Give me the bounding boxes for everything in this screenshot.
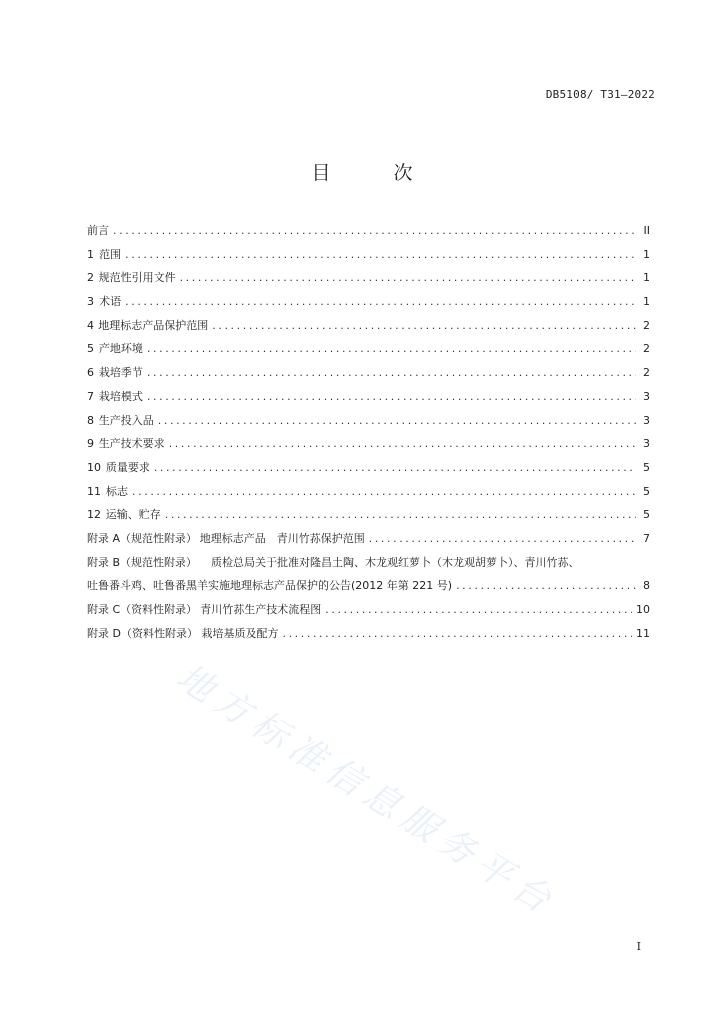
toc-entry-number: 12 [87, 508, 101, 522]
toc-entry-page: 3 [643, 389, 650, 403]
page-number: I [636, 940, 641, 953]
toc-entry-9[interactable] [87, 432, 650, 456]
table-of-contents [87, 219, 650, 645]
toc-entry-page: 5 [643, 484, 650, 498]
toc-entry-number: 3 [87, 295, 94, 309]
toc-entry-page: 3 [643, 437, 650, 451]
toc-appendix-a[interactable] [87, 527, 650, 551]
toc-leader-dots [158, 409, 636, 433]
toc-entry-label: 栽培季节 [98, 366, 143, 380]
toc-entry-label: 产地环境 [98, 342, 143, 356]
toc-entry-label: 前言 [87, 224, 109, 237]
toc-entry-2[interactable] [87, 266, 650, 290]
toc-leader-dots [282, 622, 632, 646]
appendix-prefix: 附录 C（资料性附录） [87, 603, 198, 617]
toc-entry-page: 3 [643, 413, 650, 427]
appendix-title: 青川竹荪生产技术流程图 [200, 603, 322, 617]
toc-entry-number: 4 [87, 318, 94, 332]
toc-entry-label: 范围 [99, 247, 122, 261]
toc-entry-8[interactable] [87, 409, 650, 433]
toc-entry-6[interactable] [87, 361, 650, 385]
toc-entry-page: 11 [636, 626, 650, 640]
toc-entry-label: 术语 [99, 295, 122, 309]
toc-entry-number: 5 [87, 342, 94, 356]
toc-leader-dots [147, 361, 636, 385]
toc-entry-number: 6 [87, 366, 94, 380]
toc-leader-dots [325, 598, 632, 622]
toc-entry-5[interactable] [87, 337, 650, 361]
toc-entry-label: 标志 [106, 484, 129, 498]
toc-entry-page: 7 [643, 531, 650, 545]
toc-entry-page: 8 [643, 579, 650, 593]
appendix-prefix: 附录 A（规范性附录） [87, 531, 198, 545]
toc-entry-page: 2 [643, 366, 650, 380]
toc-entry-1[interactable] [87, 243, 650, 267]
page-title: 目 次 [311, 162, 435, 184]
toc-entry-number: 2 [87, 271, 94, 285]
toc-leader-dots [456, 574, 636, 598]
watermark: 地方标准信息服务平台 [169, 656, 564, 925]
toc-leader-dots [125, 243, 636, 267]
appendix-title: 栽培基质及配方 [201, 626, 279, 640]
toc-entry-number: 8 [87, 413, 94, 427]
toc-entry-page: 5 [643, 508, 650, 522]
appendix-title: 质检总局关于批准对隆昌土陶、木龙观红萝卜（木龙观胡萝卜）、青川竹荪、 [211, 555, 580, 569]
appendix-title-continued: 吐鲁番斗鸡、吐鲁番黑羊实施地理标志产品保护的公告(2012 年第 221 号) [87, 579, 453, 593]
toc-entry-label: 地理标志产品保护范围 [98, 318, 209, 332]
toc-entry-10[interactable] [87, 456, 650, 480]
toc-entry-number: 11 [87, 484, 101, 498]
appendix-prefix: 附录 D（资料性附录） [87, 626, 198, 640]
toc-entry-label: 规范性引用文件 [98, 271, 176, 285]
toc-leader-dots [132, 480, 636, 504]
toc-entry-page: 2 [643, 318, 650, 332]
toc-entry-label: 生产投入品 [98, 413, 154, 427]
toc-entry-page: 10 [636, 603, 650, 617]
toc-leader-dots [169, 432, 636, 456]
appendix-title-line1 [87, 551, 650, 575]
toc-entry-number: 7 [87, 389, 94, 403]
toc-entry-11[interactable] [87, 480, 650, 504]
toc-entry-foreword[interactable] [87, 219, 650, 243]
toc-appendix-c[interactable] [87, 598, 650, 622]
toc-leader-dots [147, 385, 636, 409]
toc-leader-dots [180, 266, 636, 290]
toc-leader-dots [165, 503, 636, 527]
toc-entry-page: 1 [643, 271, 650, 285]
toc-entry-page: 2 [643, 342, 650, 356]
toc-entry-label: 质量要求 [105, 460, 150, 474]
appendix-title-line2 [87, 574, 650, 598]
toc-entry-12[interactable] [87, 503, 650, 527]
document-code: DB5108/ T31—2022 [545, 88, 655, 101]
toc-leader-dots [147, 337, 636, 361]
toc-entry-number: 1 [87, 247, 94, 261]
toc-entry-3[interactable] [87, 290, 650, 314]
toc-entry-page: 1 [643, 247, 650, 261]
toc-appendix-b[interactable] [87, 551, 650, 598]
toc-entry-label: 运输、贮存 [105, 508, 161, 522]
toc-entry-number: 10 [87, 460, 101, 474]
toc-entry-page: 5 [643, 460, 650, 474]
toc-entry-4[interactable] [87, 314, 650, 338]
toc-entry-page: II [643, 224, 650, 237]
toc-leader-dots [154, 456, 636, 480]
toc-entry-label: 生产技术要求 [98, 437, 165, 451]
toc-leader-dots [113, 219, 636, 243]
appendix-prefix: 附录 B（规范性附录） [87, 555, 198, 569]
toc-entry-number: 9 [87, 437, 94, 451]
toc-leader-dots [125, 290, 636, 314]
toc-entry-label: 栽培模式 [98, 389, 143, 403]
appendix-title: 地理标志产品 青川竹荪保护范围 [199, 531, 365, 545]
toc-entry-7[interactable] [87, 385, 650, 409]
toc-entry-page: 1 [643, 295, 650, 309]
toc-appendix-d[interactable] [87, 622, 650, 646]
toc-leader-dots [369, 527, 636, 551]
toc-leader-dots [212, 314, 636, 338]
